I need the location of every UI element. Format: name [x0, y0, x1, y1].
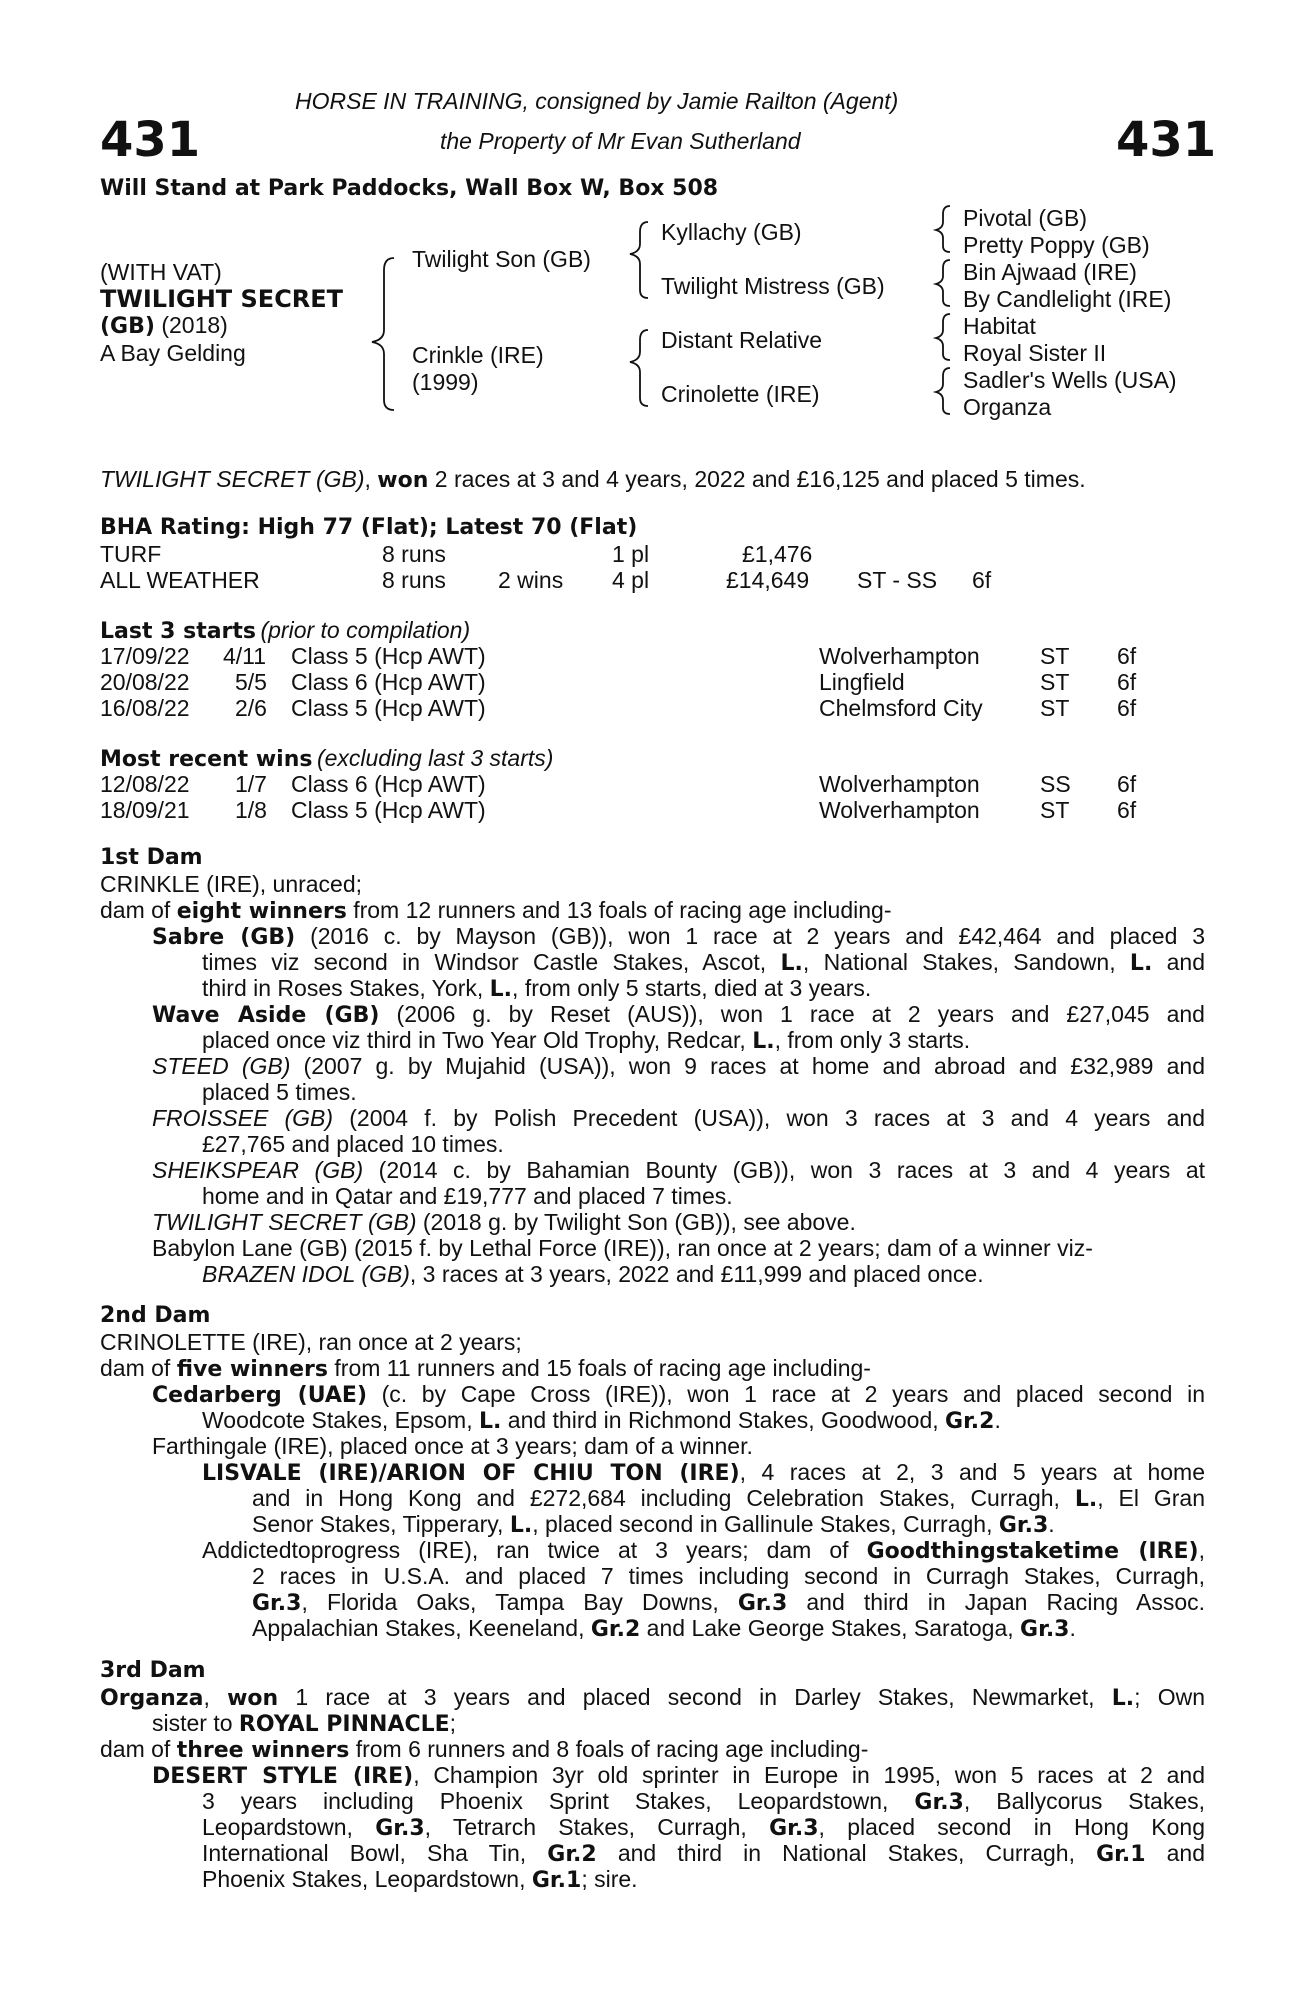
pedigree-dsd: Royal Sister II	[963, 340, 1107, 366]
rating-money: £14,649	[726, 567, 810, 593]
start-race: Class 6 (Hcp AWT)	[291, 669, 486, 695]
sabre-line3: third in Roses Stakes, York, L., from only 5 starts, died at 3 years.	[202, 975, 872, 1002]
dam3-line3: dam of three winners from 6 runners and 8 foals of racing age including-	[100, 1736, 869, 1763]
rating-title: BHA Rating: High 77 (Flat); Latest 70 (Flat)	[100, 515, 638, 540]
sabre-line2: times viz second in Windsor Castle Stakes, Ascot, L., National Stakes, Sandown, L. and	[202, 949, 1205, 976]
rating-money: £1,476	[742, 541, 813, 567]
win-course: Wolverhampton	[819, 797, 980, 823]
horse-country: (GB)	[100, 314, 155, 339]
win-race: Class 5 (Hcp AWT)	[291, 797, 486, 823]
horse-name: TWILIGHT SECRET	[100, 285, 344, 313]
addict-line3: Gr.3, Florida Oaks, Tampa Bay Downs, Gr.3 and third in Japan Racing Assoc.	[252, 1589, 1205, 1616]
babylon-line2: BRAZEN IDOL (GB), 3 races at 3 years, 2022 and £11,999 and placed once.	[202, 1261, 984, 1287]
sabre-line1: Sabre (GB) (2016 c. by Mayson (GB)), won 1 race at 2 years and £42,464 and placed 3	[152, 923, 1205, 950]
dam2-line2: dam of five winners from 11 runners and 15 foals of racing age including-	[100, 1355, 871, 1382]
win-date: 12/08/22	[100, 771, 190, 797]
horse-description: A Bay Gelding	[100, 340, 246, 366]
pedigree-sire: Twilight Son (GB)	[412, 246, 591, 272]
steed-line2: placed 5 times.	[202, 1079, 357, 1105]
win-pos: 1/8	[235, 797, 267, 823]
recent-heading	[100, 745, 553, 773]
dam1-line1: CRINKLE (IRE), unraced;	[100, 871, 363, 897]
stand-location: Will Stand at Park Paddocks, Wall Box W, Box 508	[100, 176, 719, 201]
start-dist: 6f	[1117, 669, 1137, 695]
addict-line2: 2 races in U.S.A. and placed 7 times including second in Curragh Stakes, Curragh,	[252, 1563, 1205, 1589]
pedigree-dam-dam: Crinolette (IRE)	[661, 381, 820, 407]
rating-wins: 2 wins	[498, 567, 564, 593]
desert-line2: 3 years including Phoenix Sprint Stakes, Leopardstown, Gr.3, Ballycorus Stakes,	[202, 1788, 1205, 1815]
dam3-line1: Organza, won 1 race at 3 years and placed second in Darley Stakes, Newmarket, L.; Own	[100, 1684, 1205, 1711]
pedigree-dam: Crinkle (IRE)	[412, 342, 544, 368]
dam2-title: 2nd Dam	[100, 1303, 211, 1328]
lisv-line2: and in Hong Kong and £272,684 including Celebration Stakes, Curragh, L., El Gran	[252, 1485, 1205, 1512]
summary-won: won	[377, 468, 429, 493]
dam3-title: 3rd Dam	[100, 1658, 206, 1683]
addict-line1: Addictedtoprogress (IRE), ran twice at 3 years; dam of Goodthingstaketime (IRE),	[202, 1537, 1205, 1564]
start-dist: 6f	[1117, 643, 1137, 669]
recent-title: Most recent wins	[100, 747, 313, 772]
win-pos: 1/7	[235, 771, 267, 797]
dam2-section	[100, 1303, 1205, 1643]
desert-line3: Leopardstown, Gr.3, Tetrarch Stakes, Curragh, Gr.3, placed second in Hong Kong	[202, 1814, 1205, 1841]
start-pos: 5/5	[235, 669, 267, 695]
pedigree-dam-sire: Distant Relative	[661, 327, 823, 353]
summary-rest: 2 races at 3 and 4 years, 2022 and £16,125 and placed 5 times.	[434, 466, 1086, 492]
farth-line: Farthingale (IRE), placed once at 3 years; dam of a winner.	[152, 1433, 753, 1459]
lisv-line1: LISVALE (IRE)/ARION OF CHIU TON (IRE), 4 races at 2, 3 and 5 years at home	[202, 1459, 1205, 1486]
wave-line1: Wave Aside (GB) (2006 g. by Reset (AUS)), won 1 race at 2 years and £27,045 and	[152, 1001, 1205, 1028]
rating-runs: 8 runs	[382, 567, 446, 593]
pedigree-sss: Pivotal (GB)	[963, 205, 1087, 231]
sheik-line2: home and in Qatar and £19,777 and placed 7 times.	[202, 1183, 733, 1209]
sheik-line1: SHEIKSPEAR (GB) (2014 c. by Bahamian Bounty (GB)), won 3 races at 3 and 4 years at	[152, 1157, 1206, 1183]
start-date: 20/08/22	[100, 669, 190, 695]
pedigree-dds: Sadler's Wells (USA)	[963, 367, 1177, 393]
addict-line4: Appalachian Stakes, Keeneland, Gr.2 and Lake George Stakes, Saratoga, Gr.3.	[252, 1615, 1076, 1642]
rating-going: ST - SS	[857, 567, 938, 593]
pedigree-ddd: Organza	[963, 394, 1052, 420]
start-course: Wolverhampton	[819, 643, 980, 669]
froissee-line1: FROISSEE (GB) (2004 f. by Polish Precedent (USA)), won 3 races at 3 and 4 years and	[152, 1105, 1205, 1131]
horse-year: (2018)	[161, 312, 228, 338]
start-dist: 6f	[1117, 695, 1137, 721]
win-race: Class 6 (Hcp AWT)	[291, 771, 486, 797]
pedigree-ssd: Pretty Poppy (GB)	[963, 232, 1150, 258]
pedigree-braces	[0, 0, 1314, 430]
desert-line4: International Bowl, Sha Tin, Gr.2 and third in National Stakes, Curragh, Gr.1 and	[202, 1840, 1206, 1867]
start-pos: 4/11	[223, 643, 267, 669]
dam1-section	[100, 845, 1205, 1285]
rating-dist: 6f	[972, 567, 992, 593]
dam3-section	[100, 1658, 1205, 1898]
vat-note: (WITH VAT)	[100, 259, 222, 285]
start-race: Class 5 (Hcp AWT)	[291, 643, 486, 669]
ced-line2: Woodcote Stakes, Epsom, L. and third in Richmond Stakes, Goodwood, Gr.2.	[202, 1407, 1001, 1434]
win-dist: 6f	[1117, 797, 1137, 823]
desert-line5: Phoenix Stakes, Leopardstown, Gr.1; sire.	[202, 1866, 638, 1893]
last3-heading	[100, 617, 470, 645]
recent-note: (excluding last 3 starts)	[316, 745, 554, 771]
start-going: ST	[1040, 669, 1070, 695]
win-date: 18/09/21	[100, 797, 190, 823]
summary-name: TWILIGHT SECRET (GB)	[100, 466, 365, 492]
pedigree-dam-year: (1999)	[412, 369, 479, 395]
pedigree-sdd: By Candlelight (IRE)	[963, 286, 1172, 312]
race-summary: TWILIGHT SECRET (GB), won 2 races at 3 and 4 years, 2022 and £16,125 and placed 5 times.	[100, 466, 1086, 493]
rating-runs: 8 runs	[382, 541, 446, 567]
rating-surface: TURF	[100, 541, 162, 567]
last3-note: (prior to compilation)	[260, 617, 471, 643]
start-going: ST	[1040, 695, 1070, 721]
last3-title: Last 3 starts	[100, 619, 257, 644]
rating-surface: ALL WEATHER	[100, 567, 260, 593]
lot-number-right: 431	[1116, 112, 1217, 168]
steed-line1: STEED (GB) (2007 g. by Mujahid (USA)), won 9 races at home and abroad and £32,989 and	[152, 1053, 1205, 1079]
start-going: ST	[1040, 643, 1070, 669]
dam2-line1: CRINOLETTE (IRE), ran once at 2 years;	[100, 1329, 522, 1355]
pedigree-sds: Bin Ajwaad (IRE)	[963, 259, 1137, 285]
ced-line1: Cedarberg (UAE) (c. by Cape Cross (IRE)), won 1 race at 2 years and placed second in	[152, 1381, 1205, 1408]
desert-line1: DESERT STYLE (IRE), Champion 3yr old sprinter in Europe in 1995, won 5 races at 2 and	[152, 1762, 1205, 1789]
win-going: ST	[1040, 797, 1070, 823]
lisv-line3: Senor Stakes, Tipperary, L., placed second in Gallinule Stakes, Curragh, Gr.3.	[252, 1511, 1055, 1538]
dam3-line2: sister to ROYAL PINNACLE;	[152, 1710, 457, 1737]
babylon-line1: Babylon Lane (GB) (2015 f. by Lethal Force (IRE)), ran once at 2 years; dam of a winner viz-	[152, 1235, 1093, 1261]
win-course: Wolverhampton	[819, 771, 980, 797]
rating-pl: 1 pl	[612, 541, 650, 567]
dam1-title: 1st Dam	[100, 845, 203, 870]
wave-line2: placed once viz third in Two Year Old Trophy, Redcar, L., from only 3 starts.	[202, 1027, 971, 1054]
lot-number-left: 431	[100, 112, 201, 168]
property-line: the Property of Mr Evan Sutherland	[440, 128, 801, 154]
start-pos: 2/6	[235, 695, 267, 721]
start-date: 16/08/22	[100, 695, 190, 721]
tw-line: TWILIGHT SECRET (GB) (2018 g. by Twilight Son (GB)), see above.	[152, 1209, 856, 1235]
start-date: 17/09/22	[100, 643, 190, 669]
pedigree-sire-dam: Twilight Mistress (GB)	[661, 273, 885, 299]
dam1-line2: dam of eight winners from 12 runners and 13 foals of racing age including-	[100, 897, 892, 924]
win-going: SS	[1040, 771, 1071, 797]
win-dist: 6f	[1117, 771, 1137, 797]
pedigree-dss: Habitat	[963, 313, 1036, 339]
start-course: Lingfield	[819, 669, 905, 695]
rating-pl: 4 pl	[612, 567, 650, 593]
froissee-line2: £27,765 and placed 10 times.	[202, 1131, 504, 1157]
start-course: Chelmsford City	[819, 695, 983, 721]
start-race: Class 5 (Hcp AWT)	[291, 695, 486, 721]
consignor-line: HORSE IN TRAINING, consigned by Jamie Railton (Agent)	[295, 88, 899, 114]
pedigree-sire-sire: Kyllachy (GB)	[661, 219, 802, 245]
